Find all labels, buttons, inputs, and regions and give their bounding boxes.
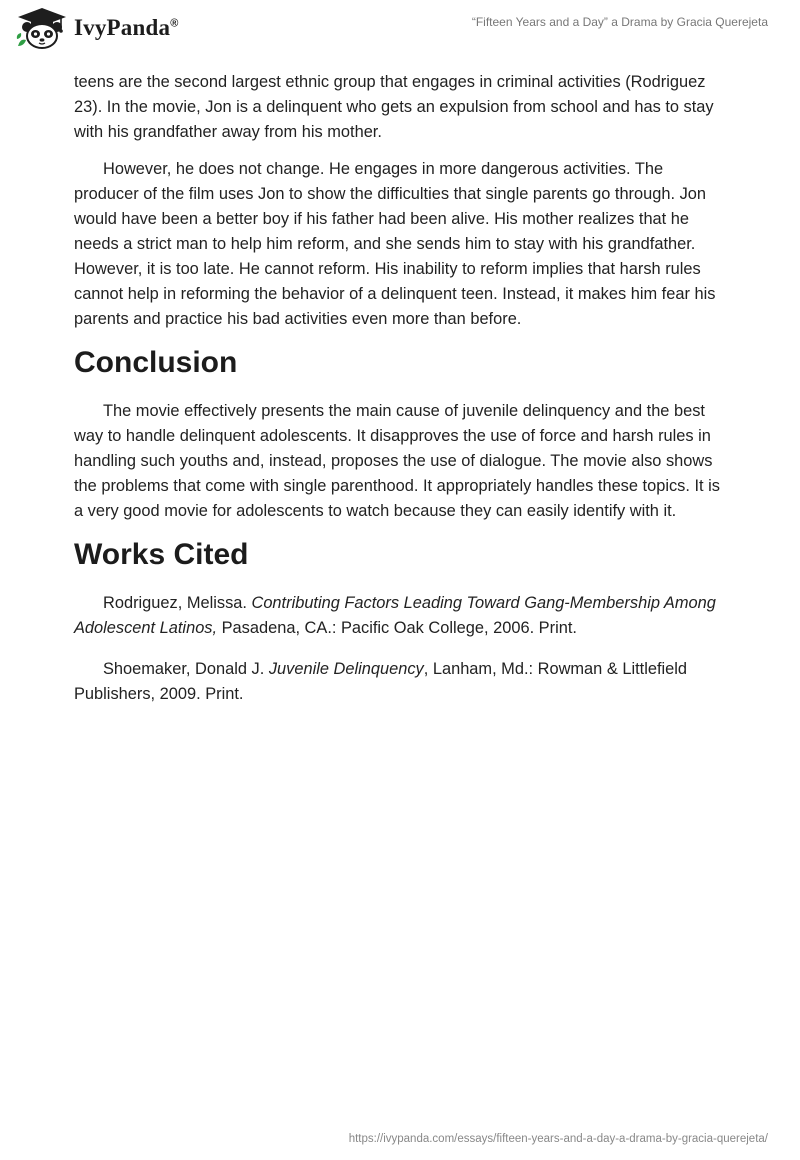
page-header [0, 0, 800, 60]
citation-publisher: , Lanham, Md.: Rowman & Littlefield Publishers, 2009. Print. [74, 660, 688, 703]
conclusion-heading: Conclusion [74, 346, 238, 379]
source-url[interactable]: https://ivypanda.com/essays/fifteen-years-and-a-day-a-drama-by-gracia-querejeta/ [348, 1133, 768, 1145]
citation-publisher: Pasadena, CA.: Pacific Oak College, 2006. Print. [217, 619, 577, 637]
brand-name: IvyPanda® [74, 15, 179, 40]
citation-title: Juvenile Delinquency [268, 660, 424, 678]
document-title: “Fifteen Years and a Day” a Drama by Gracia Querejeta [471, 15, 768, 29]
panda-graduation-cap-icon [14, 6, 70, 50]
citation-entry [74, 591, 728, 641]
conclusion-paragraph: The movie effectively presents the main cause of juvenile delinquency and the best way to handle delinquent adolescents. It disapproves the use of force and harsh rules in handling such youths and, instead, proposes the use of dialogue. The movie also shows the problems that come with single parenthood. It appropriately handles these topics. It is a very good movie for adolescents to watch because they can easily identify with it. [74, 402, 720, 520]
body-paragraph: However, he does not change. He engages in more dangerous activities. The producer of the film uses Jon to show the difficulties that single parents go through. Jon would have been a better boy if his father had been alive. His mother realizes that he needs a strict man to help him reform, and she sends him to stay with his grandfather. However, it is too late. He cannot reform. His inability to reform implies that harsh rules cannot help in reforming the behavior of a delinquent teen. Instead, it makes him fear his parents and practice his bad activities even more than before. [74, 160, 716, 328]
citation-author: Rodriguez, Melissa. [103, 594, 252, 612]
works-cited-heading: Works Cited [74, 538, 249, 571]
citation-title: Contributing Factors Leading Toward Gang-Membership Among Adolescent Latinos, [74, 594, 716, 637]
essay-content [74, 70, 728, 723]
body-paragraph: teens are the second largest ethnic group that engages in criminal activities (Rodriguez 23). In the movie, Jon is a delinquent who gets an expulsion from school and has to stay with his grandfather away from his mother. [74, 73, 714, 141]
ivypanda-logo[interactable] [14, 6, 179, 50]
citation-entry [74, 657, 728, 707]
citation-author: Shoemaker, Donald J. [103, 660, 269, 678]
